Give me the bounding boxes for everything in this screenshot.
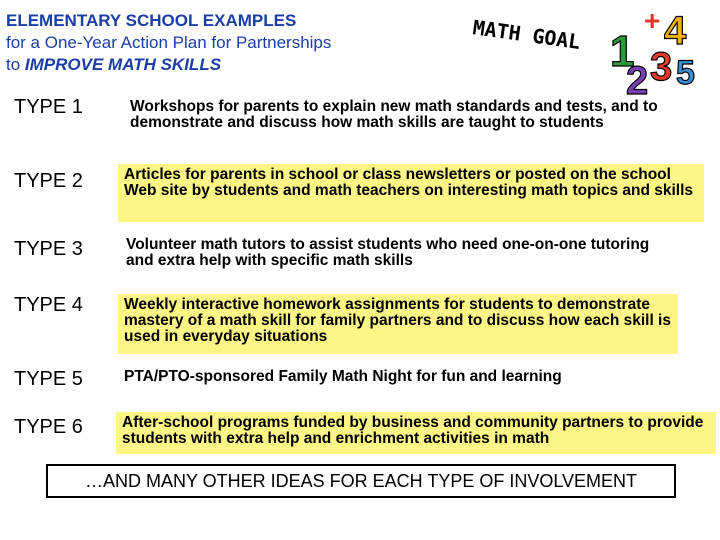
digit-5: 5	[676, 54, 695, 92]
header-goal-line	[6, 54, 331, 76]
plus-sign: +	[644, 5, 661, 36]
header-goal-emphasis: IMPROVE MATH SKILLS	[24, 55, 222, 74]
type-label: TYPE 3	[14, 238, 83, 260]
type-description: PTA/PTO-sponsored Family Math Night for fun and learning	[124, 368, 562, 385]
digit-3: 3	[650, 45, 673, 89]
header-subtitle: for a One-Year Action Plan for Partnerships	[6, 33, 332, 52]
type-label: TYPE 6	[14, 416, 83, 438]
type-label: TYPE 4	[14, 294, 83, 316]
slide-header	[6, 10, 331, 76]
type-description: Volunteer math tutors to assist students who need one-on-one tutoring and extra help with specific math skills	[126, 236, 650, 269]
type-description: Workshops for parents to explain new math standards and tests, and to demonstrate and discuss how math skills are taught to students	[130, 98, 658, 131]
math-goal-text: MATH GOAL	[471, 15, 582, 55]
type-label: TYPE 5	[14, 368, 83, 390]
type-description: Articles for parents in school or class newsletters or posted on the school Web site by students and math teachers on interesting math topics and skills	[118, 164, 704, 222]
type-label: TYPE 1	[14, 96, 83, 118]
footer-banner: …AND MANY OTHER IDEAS FOR EACH TYPE OF INVOLVEMENT	[46, 464, 676, 498]
type-label: TYPE 2	[14, 170, 83, 192]
digit-4: 4	[664, 9, 687, 53]
type-description: Weekly interactive homework assignments for students to demonstrate mastery of a math skill for family partners and to discuss how each skill is used in everyday situations	[118, 294, 678, 354]
header-goal-prefix: to	[6, 55, 25, 74]
header-title: ELEMENTARY SCHOOL EXAMPLES	[6, 11, 297, 30]
digit-2: 2	[626, 59, 649, 96]
numbers-clipart	[600, 4, 700, 96]
type-description: After-school programs funded by business and community partners to provide students with extra help and enrichment activities in math	[116, 412, 716, 454]
digit-1: 1	[610, 27, 635, 76]
